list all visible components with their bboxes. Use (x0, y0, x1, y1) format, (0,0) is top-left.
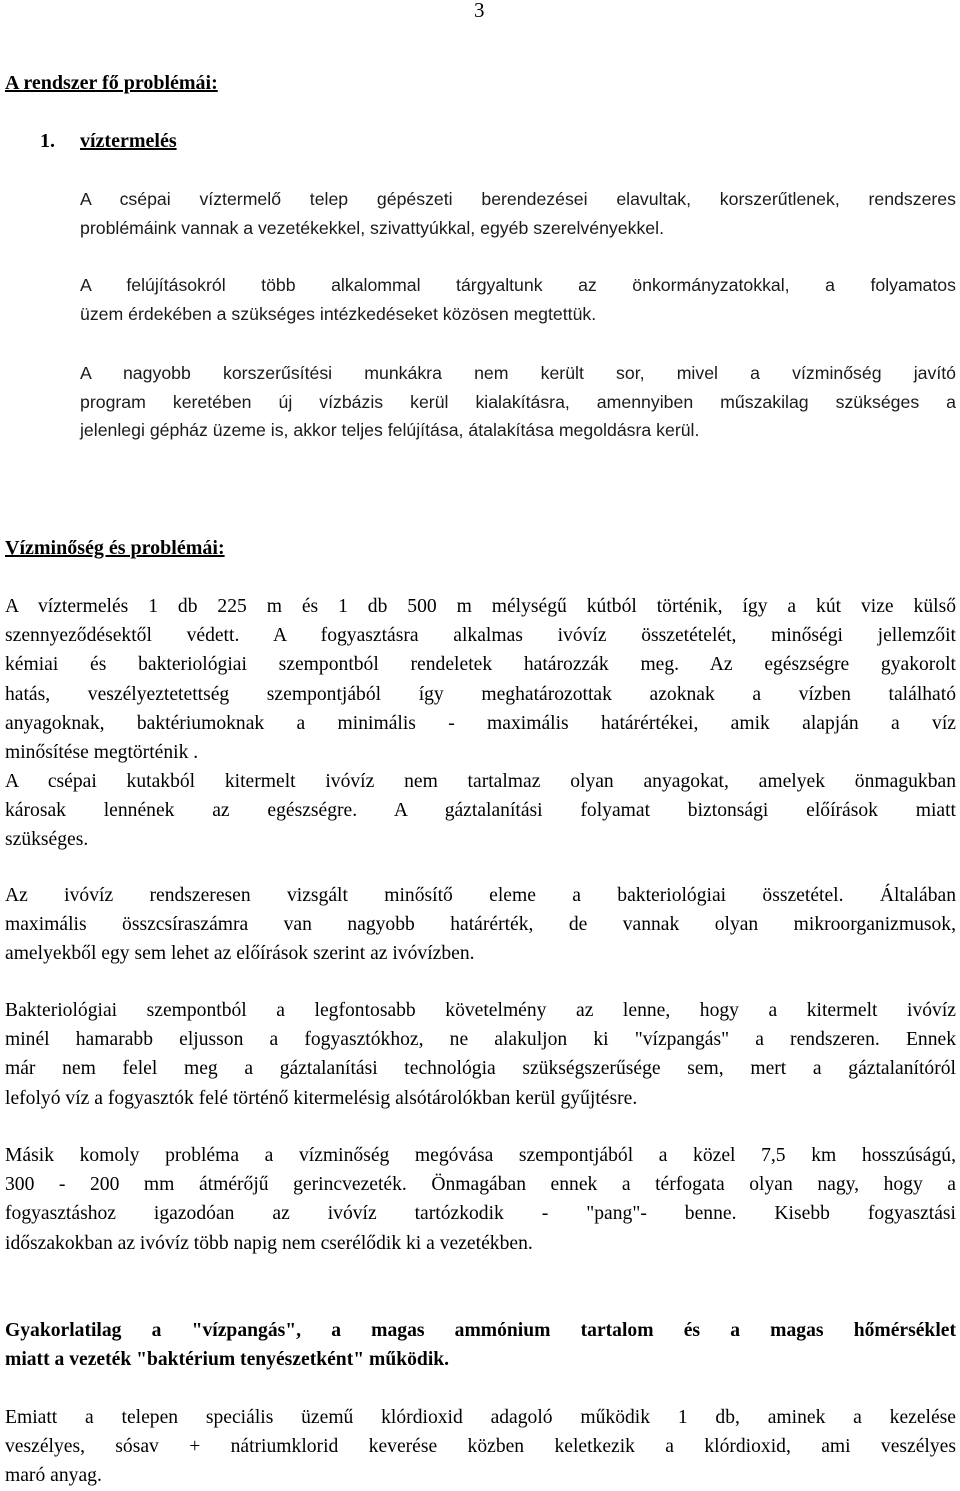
text-line: szennyeződésektől védett. A fogyasztásra alkalmas ivóvíz összetételét, minőségi jellemzőit (5, 625, 956, 647)
list-item-heading (40, 129, 177, 153)
bold-paragraph (5, 1316, 956, 1374)
text-line: Gyakorlatilag a "vízpangás", a magas ammónium tartalom és a magas hőmérséklet (5, 1320, 956, 1341)
text-line: minősítése megtörténik . (5, 742, 199, 764)
main-heading: A rendszer fő problémái: (5, 72, 218, 94)
section1-paragraph-1 (80, 185, 956, 242)
text-line: Emiatt a telepen speciális üzemű klórdioxid adagoló működik 1 db, aminek a kezelése (5, 1407, 956, 1428)
text-line: A felújításokról több alkalommal tárgyaltunk az önkormányzatokkal, a folyamatos (80, 275, 956, 295)
text-line: amelyekből egy sem lehet az előírások szerint az ivóvízben. (5, 943, 475, 965)
list-item-title: víztermelés (80, 130, 177, 152)
text-line: A csépai víztermelő telep gépészeti berendezései elavultak, korszerűtlenek, rendszeres (80, 189, 956, 209)
text-line: maximális összcsíraszámra van nagyobb határérték, de vannak olyan mikroorganizmusok, (5, 914, 956, 936)
text-line: kémiai és bakteriológiai szempontból rendeletek határozzák meg. Az egészségre gyakorolt (5, 654, 956, 676)
text-line: hatás, veszélyeztetettség szempontjából így meghatározottak azoknak a vízben található (5, 683, 956, 705)
text-line: lefolyó víz a fogyasztók felé történő kitermelésig alsótárolókban kerül gyűjtésre. (5, 1087, 638, 1109)
section2-paragraph-4 (5, 996, 956, 1113)
text-line: Másik komoly probléma a vízminőség megóvása szempontjából a közel 7,5 km hosszúságú, (5, 1145, 956, 1166)
text-line: már nem felel meg a gáztalanítási technológia szükségszerűsége sem, mert a gáztalanítóról (5, 1058, 956, 1080)
text-line: időszakokban az ivóvíz több napig nem cserélődik ki a vezetékben. (5, 1232, 533, 1254)
text-line: jelenlegi gépház üzeme is, akkor teljes felújítása, átalakítása megoldásra kerül. (80, 420, 700, 441)
text-line: anyagoknak, baktériumoknak a minimális - maximális határértékei, amik alapján a víz (5, 712, 956, 734)
section2-paragraph-3 (5, 881, 956, 969)
text-line: minél hamarabb eljusson a fogyasztókhoz, ne alakuljon ki "vízpangás" a rendszeren. Ennek (5, 1029, 956, 1051)
text-line: program keretében új vízbázis kerül kialakításra, amennyiben műszakilag szükséges a (80, 391, 956, 412)
text-line: problémáink vannak a vezetékekkel, szivattyúkkal, egyéb szerelvényekkel. (80, 217, 664, 238)
section2-paragraph-1 (5, 592, 956, 767)
text-line: károsak lennének az egészségre. A gáztalanítási folyamat biztonsági előírások miatt (5, 800, 956, 822)
text-line: veszélyes, sósav + nátriumklorid keverése közben keletkezik a klórdioxid, ami veszélyes (5, 1436, 956, 1458)
section2-paragraph-5 (5, 1141, 956, 1258)
section1-paragraph-3 (80, 359, 956, 445)
text-line: üzem érdekében a szükséges intézkedéseket közösen megtettük. (80, 303, 597, 324)
section2-paragraph-2 (5, 767, 956, 855)
section1-paragraph-2 (80, 271, 956, 328)
text-line: Bakteriológiai szempontból a legfontosabb követelmény az lenne, hogy a kitermelt ivóvíz (5, 1000, 956, 1021)
text-line: Az ivóvíz rendszeresen vizsgált minősítő eleme a bakteriológiai összetétel. Általában (5, 885, 956, 906)
text-line: A víztermelés 1 db 225 m és 1 db 500 m mélységű kútból történik, így a kút vize külső (5, 596, 956, 617)
section2-heading: Vízminőség és problémái: (5, 537, 225, 559)
text-line: 300 - 200 mm átmérőjű gerincvezeték. Önmagában ennek a térfogata olyan nagy, hogy a (5, 1174, 956, 1196)
text-line: szükséges. (5, 829, 89, 851)
text-line: A csépai kutakból kitermelt ivóvíz nem tartalmaz olyan anyagokat, amelyek önmagukban (5, 771, 956, 792)
final-paragraph (5, 1403, 956, 1491)
text-line: miatt a vezeték "baktérium tenyészetként" működik. (5, 1349, 450, 1371)
text-line: fogyasztáshoz igazodóan az ivóvíz tartózkodik - "pang"- benne. Kisebb fogyasztási (5, 1203, 956, 1225)
list-item-number: 1. (40, 130, 55, 152)
text-line: maró anyag. (5, 1465, 102, 1487)
page-number: 3 (474, 0, 485, 22)
text-line: A nagyobb korszerűsítési munkákra nem került sor, mivel a vízminőség javító (80, 363, 956, 383)
